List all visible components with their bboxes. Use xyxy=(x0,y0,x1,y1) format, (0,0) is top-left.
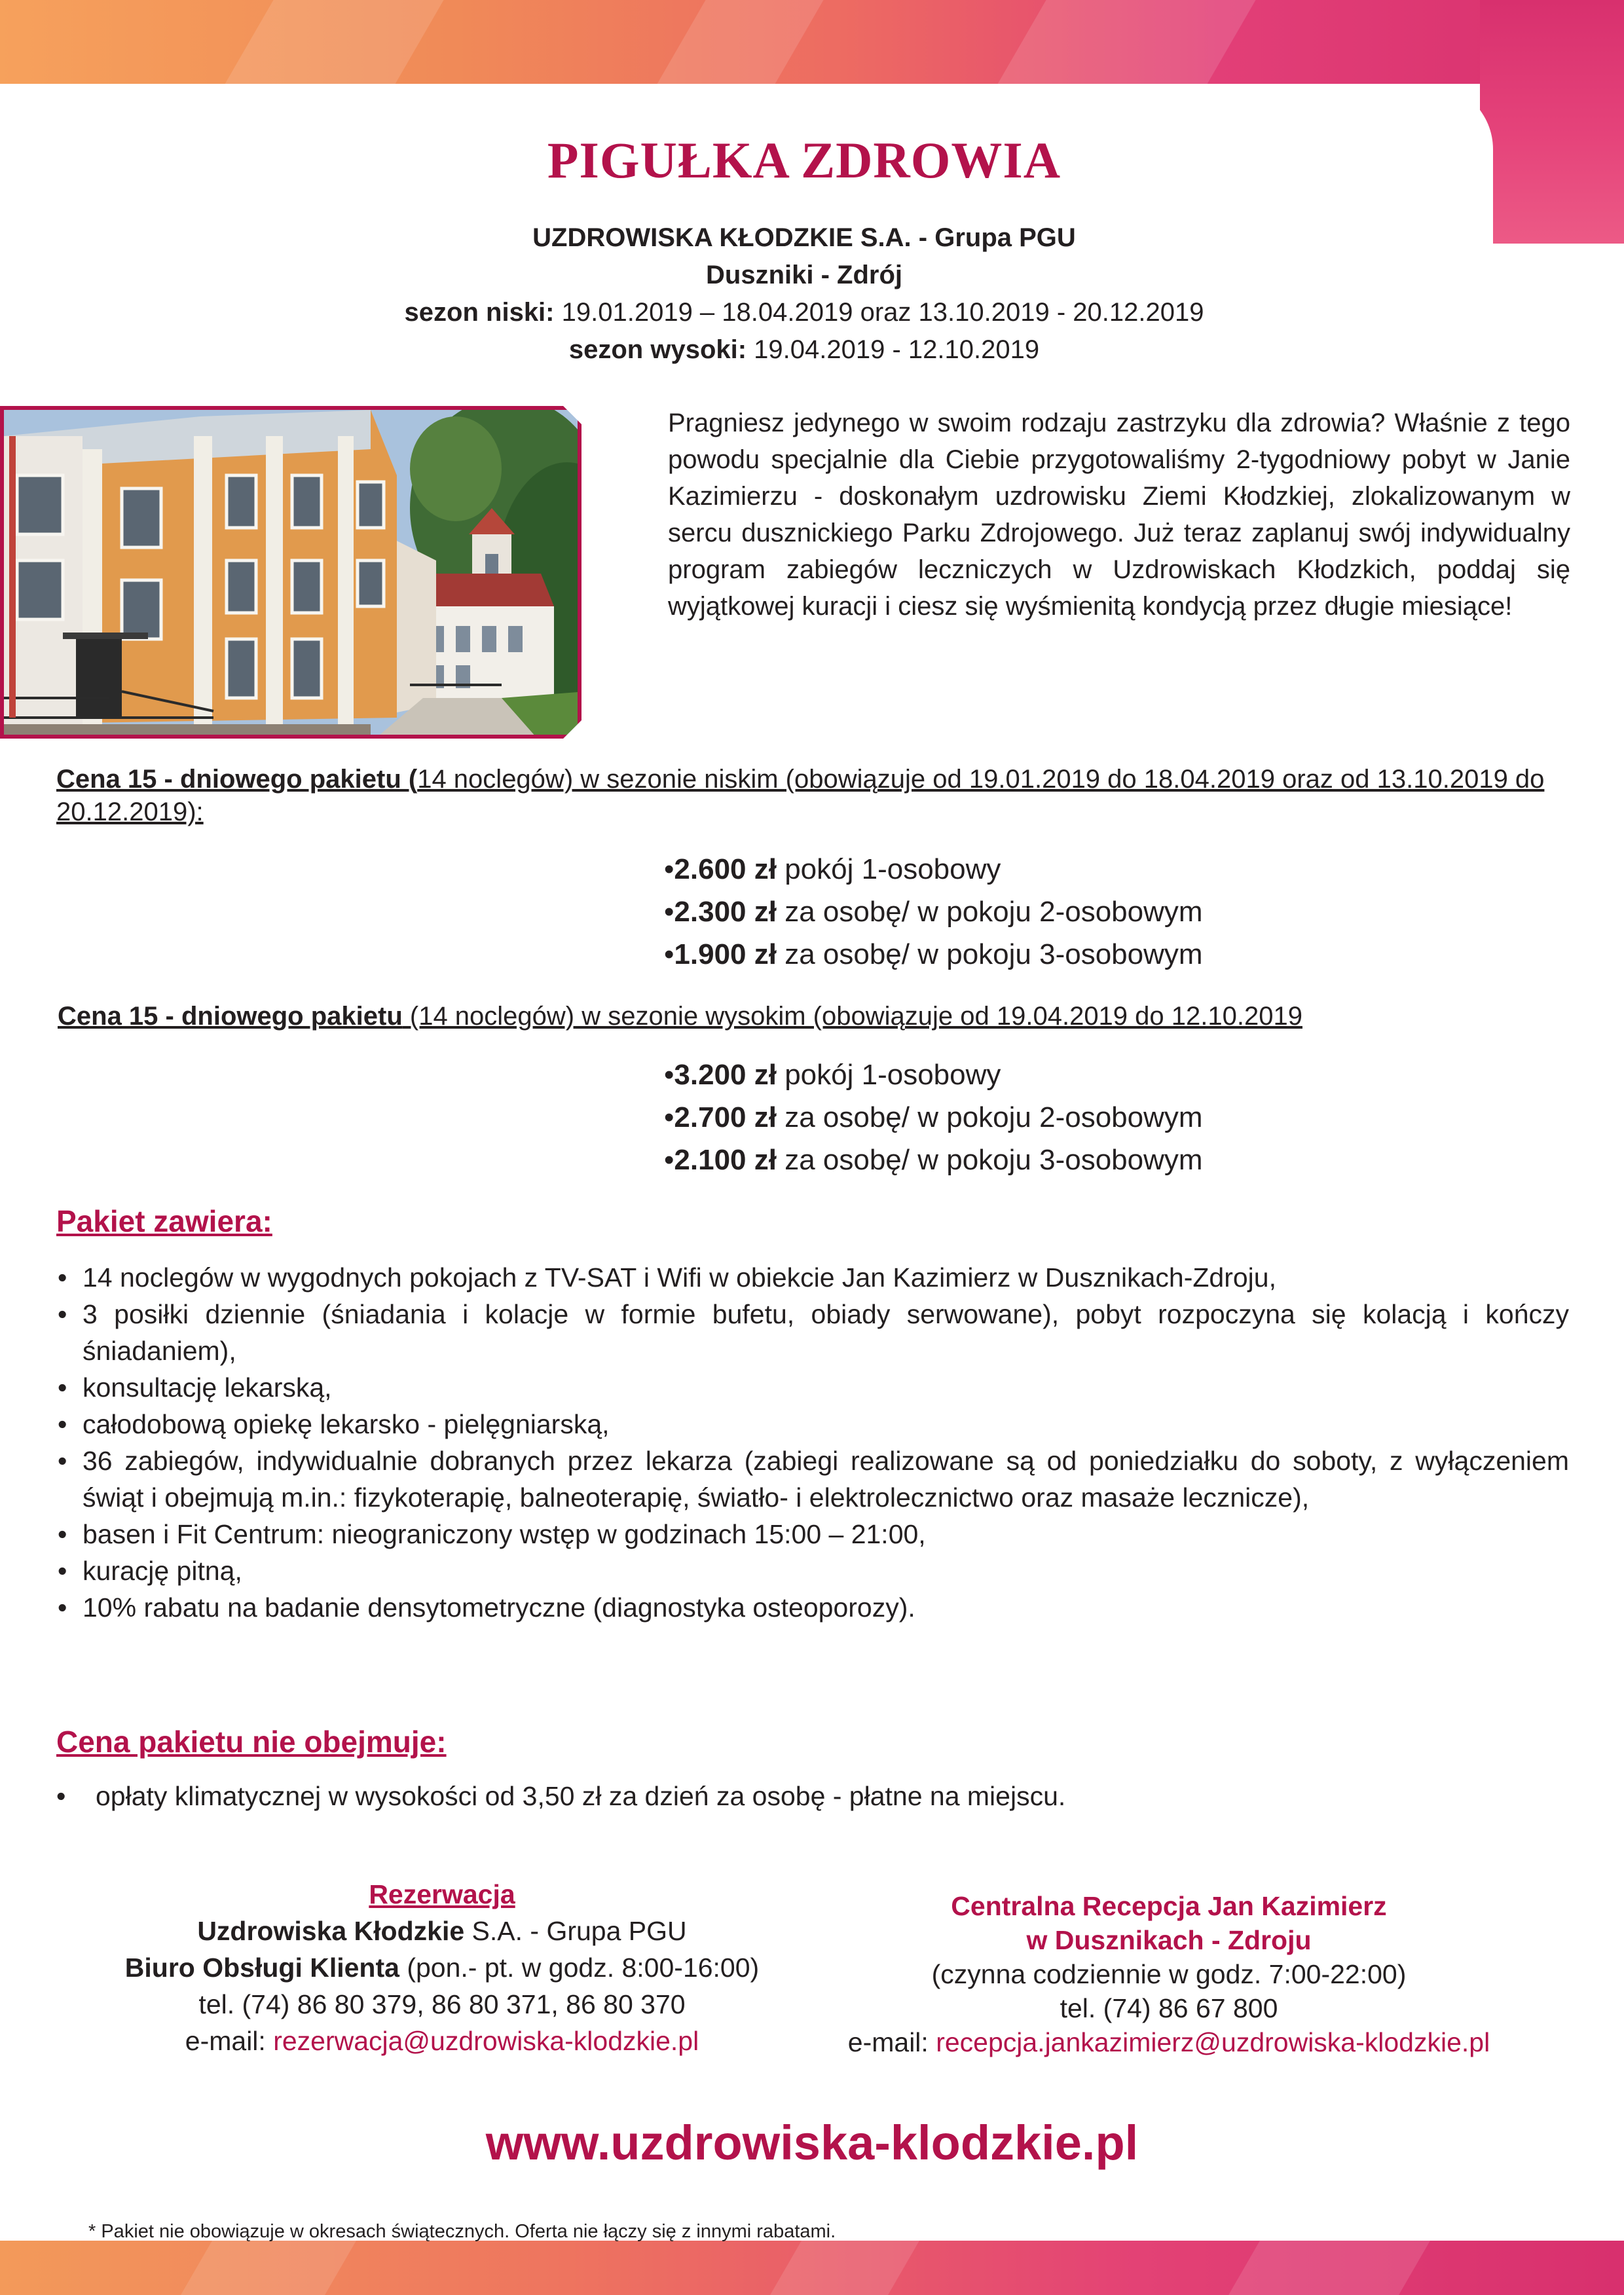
spa-building-photo xyxy=(0,406,581,739)
page-title: PIGUŁKA ZDROWIA xyxy=(547,132,1061,189)
reservation-email-link[interactable]: rezerwacja@uzdrowiska-klodzkie.pl xyxy=(273,2026,699,2056)
list-item: • 36 zabiegów, indywidualnie dobranych przez lekarza (zabiegi realizowane są od poniedziałku do soboty, z wyłączeniem świąt i obejmują m.in.: fizykoterapię, balneoterapię, światło- i elektrolecznictwo oraz masaże lecznicze), xyxy=(56,1442,1569,1516)
high-season-price-list xyxy=(664,1054,1203,1181)
reservation-contact: Rezerwacja Uzdrowiska Kłodzkie S.A. - Grupa PGU Biuro Obsługi Klienta (pon.- pt. w godz. 8:00-16:00) tel. (74) 86 80 379, 86 80 371, 86 80 370 e-mail: rezerwacja@uzdrowiska-klodzkie.pl xyxy=(72,1876,812,2059)
list-item: • kurację pitną, xyxy=(56,1552,1569,1589)
price-row: •2.300 zł za osobę/ w pokoju 2-osobowym xyxy=(664,896,1203,928)
header-info xyxy=(0,219,1608,369)
package-includes-title: Pakiet zawiera: xyxy=(56,1204,272,1238)
list-item: • 10% rabatu na badanie densytometryczne (diagnostyka osteoporozy). xyxy=(56,1589,1569,1626)
footnote: * Pakiet nie obowiązuje w okresach świątecznych. Oferta nie łączy się z innymi rabatami. xyxy=(88,2221,836,2242)
list-item: • 3 posiłki dziennie (śniadania i kolacje w formie bufetu, obiady serwowane), pobyt rozpoczyna się kolacją i kończy śniadaniem), xyxy=(56,1296,1569,1369)
reception-subtitle: w Dusznikach - Zdroju xyxy=(1026,1925,1312,1955)
reception-phone: tel. (74) 86 67 800 xyxy=(1060,1993,1278,2023)
reservation-phone: tel. (74) 86 80 379, 86 80 371, 86 80 370 xyxy=(198,1989,686,2019)
low-season-heading: Cena 15 - dniowego pakietu (14 noclegów) w sezonie niskim (obowiązuje od 19.01.2019 do 18.04.2019 oraz od 13.10.2019 do 20.12.2019): xyxy=(56,765,1545,826)
price-row: •1.900 zł za osobę/ w pokoju 3-osobowym xyxy=(664,938,1203,970)
package-includes-list xyxy=(56,1259,1569,1626)
location-name: Duszniki - Zdrój xyxy=(706,261,902,289)
low-season-price-list xyxy=(664,848,1203,976)
reception-email-link[interactable]: recepcja.jankazimierz@uzdrowiska-klodzkie.pl xyxy=(936,2027,1490,2057)
price-row: •2.600 zł pokój 1-osobowy xyxy=(664,853,1001,885)
reception-title: Centralna Recepcja Jan Kazimierz xyxy=(951,1891,1387,1921)
intro-paragraph: Pragniesz jedynego w swoim rodzaju zastrzyku dla zdrowia? Właśnie z tego powodu specjalnie dla Ciebie przygotowaliśmy 2-tygodniowy pobyt w Janie Kazimierzu - doskonałym uzdrowisku Ziemi Kłodzkiej, zlokalizowanym w sercu dusznickiego Parku Zdrojowego. Już teraz zaplanuj swój indywidualny program zabiegów leczniczych w Uzdrowiskach Kłodzkich, poddaj się wyjątkowej kuracji i ciesz się wyśmienitą kondycją przez długie miesiące! xyxy=(668,409,1570,621)
reception-hours: (czynna codziennie w godz. 7:00-22:00) xyxy=(931,1959,1407,1989)
website-link[interactable]: www.uzdrowiska-klodzkie.pl xyxy=(485,2116,1139,2170)
price-row: •2.100 zł za osobę/ w pokoju 3-osobowym xyxy=(664,1144,1203,1176)
list-item: • całodobową opiekę lekarsko - pielęgniarską, xyxy=(56,1406,1569,1442)
list-item: • 14 noclegów w wygodnych pokojach z TV-SAT i Wifi w obiekcie Jan Kazimierz w Dusznikach-Zdroju, xyxy=(56,1259,1569,1296)
reservation-title: Rezerwacja xyxy=(369,1879,515,1909)
list-item: • basen i Fit Centrum: nieograniczony wstęp w godzinach 15:00 – 21:00, xyxy=(56,1516,1569,1552)
package-excludes-list: • opłaty klimatycznej w wysokości od 3,50 zł za dzień za osobę - płatne na miejscu. xyxy=(56,1781,1066,1811)
package-excludes-title: Cena pakietu nie obejmuje: xyxy=(56,1725,447,1759)
price-row: •2.700 zł za osobę/ w pokoju 2-osobowym xyxy=(664,1101,1203,1133)
company-name: UZDROWISKA KŁODZKIE S.A. - Grupa PGU xyxy=(532,223,1076,252)
reception-contact: Centralna Recepcja Jan Kazimierz w Dusznikach - Zdroju (czynna codziennie w godz. 7:00-22:00) tel. (74) 86 67 800 e-mail: recepcja.jankazimierz@uzdrowiska-klodzkie.pl xyxy=(812,1889,1526,2059)
low-season-dates: sezon niski: 19.01.2019 – 18.04.2019 oraz 13.10.2019 - 20.12.2019 xyxy=(404,298,1204,327)
high-season-heading: Cena 15 - dniowego pakietu (14 noclegów) w sezonie wysokim (obowiązuje od 19.04.2019 do 12.10.2019 xyxy=(58,1002,1302,1031)
price-row: •3.200 zł pokój 1-osobowy xyxy=(664,1059,1001,1091)
list-item: • konsultację lekarską, xyxy=(56,1369,1569,1406)
high-season-dates: sezon wysoki: 19.04.2019 - 12.10.2019 xyxy=(568,335,1040,364)
list-item: opłaty klimatycznej w wysokości od 3,50 zł za dzień za osobę - płatne na miejscu. xyxy=(96,1781,1066,1811)
